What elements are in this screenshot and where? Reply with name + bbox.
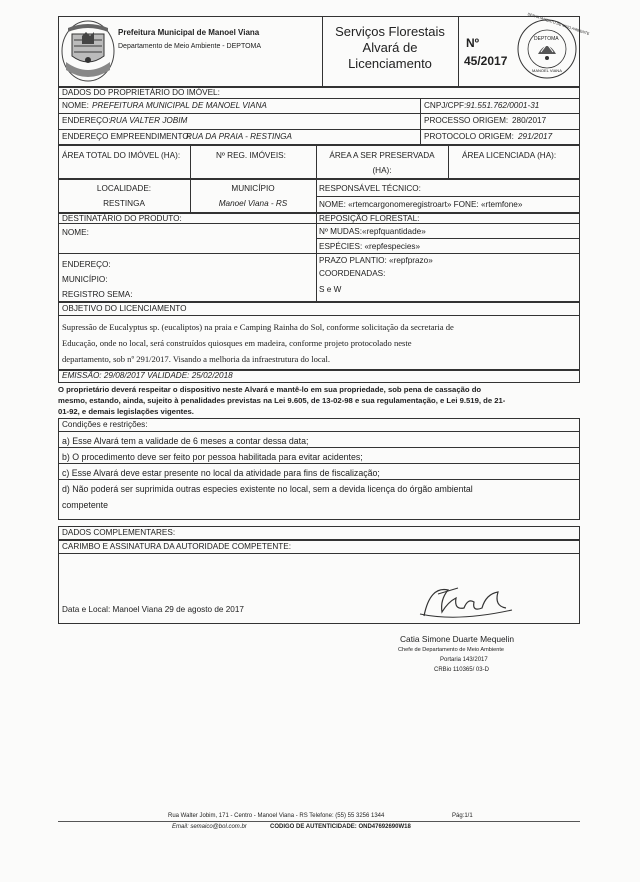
condition-c: c) Esse Alvará deve estar presente no local da atividade para fins de fiscalização; xyxy=(62,468,380,478)
complementary-title: DADOS COMPLEMENTARES: xyxy=(62,528,176,537)
owner-line-1 xyxy=(58,98,580,99)
owner-line-2 xyxy=(58,113,580,114)
handwritten-signature xyxy=(418,578,518,626)
signer-role: Chefe de Departamento de Meio Ambiente xyxy=(398,647,505,653)
areas-div-1 xyxy=(190,145,191,179)
owner-section-title: DADOS DO PROPRIETÁRIO DO IMÓVEL: xyxy=(62,88,220,97)
owner-address-label: ENDEREÇO: xyxy=(62,116,111,125)
signer-name: Catia Simone Duarte Mequelin xyxy=(400,634,515,644)
recipient-name-label: NOME: xyxy=(62,228,89,237)
recipient-divider xyxy=(316,213,317,302)
locality-value: RESTINGA xyxy=(103,199,145,208)
municipality-label: MUNICÍPIO xyxy=(231,184,275,193)
signer-portaria: Portaria 143/2017 xyxy=(440,657,488,663)
objective-line-3: departamento, sob nº 291/2017. Visando a melhoria da infraestrutura do local. xyxy=(62,354,331,364)
owner-address-value: RUA VALTER JOBIM xyxy=(110,116,188,125)
footer-address: Rua Walter Jobim, 171 - Centro - Manoel Viana - RS Telefone: (55) 55 3256 1344 xyxy=(168,813,385,819)
notice-line-1: O proprietário deverá respeitar o dispositivo neste Alvará e mantê-lo em sua propriedade, sob pena de cassação do xyxy=(58,385,482,394)
seal-text-bottom: MANOEL VIANA xyxy=(532,68,562,73)
emission-validity: EMISSÃO: 29/08/2017 VALIDADE: 25/02/2018 xyxy=(62,371,233,380)
org-name: Prefeitura Municipal de Manoel Viana xyxy=(118,28,260,37)
seal-text-center: DEPTOMA xyxy=(534,36,559,42)
date-and-place: Data e Local: Manoel Viana 29 de agosto de 2017 xyxy=(62,605,244,614)
cnpj-value: 91.551.762/0001-31 xyxy=(466,101,540,110)
locality-label: LOCALIDADE: xyxy=(96,184,152,193)
tech-line xyxy=(316,196,580,197)
recipient-municipality-label: MUNICÍPIO: xyxy=(62,275,108,284)
service-line-3: Licenciamento xyxy=(348,56,432,71)
seedlings-field: Nº MUDAS:«repfquantidade» xyxy=(319,227,426,236)
objective-title-line xyxy=(58,315,580,316)
condition-b: b) O procedimento deve ser feito por pessoa habilitada para evitar acidentes; xyxy=(62,452,363,462)
protocol-origin-value: 291/2017 xyxy=(518,132,553,141)
signature-title: CARIMBO E ASSINATURA DA AUTORIDADE COMPETENTE: xyxy=(62,542,291,551)
header-divider-2 xyxy=(458,16,459,87)
conditions-title: Condições e restrições: xyxy=(62,420,148,429)
reforest-line-2 xyxy=(316,238,580,239)
owner-line-3 xyxy=(58,129,580,130)
owner-name-label: NOME: xyxy=(62,101,89,110)
municipality-value: Manoel Viana - RS xyxy=(218,199,288,208)
notice-line-3: 01-92, e demais legislações vigentes. xyxy=(58,407,194,416)
preserved-area-line1: ÁREA A SER PRESERVADA xyxy=(329,151,435,160)
process-origin-label: PROCESSO ORIGEM: xyxy=(424,116,509,125)
condition-a: a) Esse Alvará tem a validade de 6 meses a contar dessa data; xyxy=(62,436,309,446)
coat-of-arms-icon xyxy=(60,18,116,84)
conditions-line-4 xyxy=(58,479,580,480)
conditions-line-2 xyxy=(58,447,580,448)
service-line-2: Alvará de xyxy=(362,40,418,55)
licensed-area-label: ÁREA LICENCIADA (HA): xyxy=(462,151,557,160)
owner-name-value: PREFEITURA MUNICIPAL DE MANOEL VIANA xyxy=(92,101,267,110)
deptoma-seal-icon xyxy=(516,12,590,80)
org-department: Departamento de Meio Ambiente - DEPTOMA xyxy=(118,43,262,50)
objective-line-1: Supressão de Eucalyptus sp. (eucaliptos) na praia e Camping Rainha do Sol, conforme solicitação da secretaria de xyxy=(62,322,454,332)
tech-responsible-name: NOME: «rtemcargonomeregistroart» FONE: «rtemfone» xyxy=(319,200,523,209)
permit-number-value: 45/2017 xyxy=(464,54,508,68)
footer-page: Pág:1/1 xyxy=(452,813,473,819)
tech-responsible-label: RESPONSÁVEL TÉCNICO: xyxy=(319,184,421,193)
areas-div-3 xyxy=(448,145,449,179)
cnpj-label: CNPJ/CPF: xyxy=(424,101,467,110)
species-field: ESPÉCIES: «repfespecies» xyxy=(319,242,421,251)
conditions-line-3 xyxy=(58,463,580,464)
signature-title-line xyxy=(58,553,580,554)
condition-d-line1: d) Não poderá ser suprimida outras especies existente no local, sem a devida licença do órgão ambiental xyxy=(62,484,473,494)
owner-divider xyxy=(420,98,421,145)
notice-line-2: mesmo, estando, ainda, sujeito à penalidades previstas na Lei 9.605, de 13-02-98 e sua regulamentação, e Lei 9.519, de 21- xyxy=(58,396,506,405)
objective-line-2: Educação, onde no local, será construídos quiosques em madeira, conforme projeto protocolado neste xyxy=(62,338,412,348)
footer-auth-code: CODIGO DE AUTENTICIDADE: OND47692690W18 xyxy=(270,824,411,830)
coordinates-sw: S e W xyxy=(319,285,342,294)
objective-title: OBJETIVO DO LICENCIAMENTO xyxy=(62,304,187,313)
seal-text-top: DEPARTAMENTO DE MEIO AMBIENTE xyxy=(527,12,590,36)
planting-deadline-field: PRAZO PLANTIO: «repfprazo» xyxy=(319,256,433,265)
venture-address-value: RUA DA PRAIA - RESTINGA xyxy=(186,132,292,141)
protocol-origin-label: PROTOCOLO ORIGEM: xyxy=(424,132,514,141)
condition-d-line2: competente xyxy=(62,500,108,510)
preserved-area-line2: (HA): xyxy=(372,166,392,175)
footer-email: Email: semaico@bol.com.br xyxy=(172,824,247,830)
permit-number-label: Nº xyxy=(466,36,480,50)
recipient-sema-label: REGISTRO SEMA: xyxy=(62,290,133,299)
reforestation-title: REPOSIÇÃO FLORESTAL: xyxy=(319,214,420,223)
conditions-line-1 xyxy=(58,431,580,432)
venture-address-label: ENDEREÇO EMPREENDIMENTO: xyxy=(62,132,192,141)
total-area-label: ÁREA TOTAL DO IMÓVEL (HA): xyxy=(62,151,181,160)
service-line-1: Serviços Florestais xyxy=(335,24,445,39)
recipient-line-3 xyxy=(58,253,580,254)
reg-number-label: Nº REG. IMÓVEIS: xyxy=(216,151,286,160)
signer-crbio: CRBio 110365/ 03-D xyxy=(434,667,489,673)
recipient-title: DESTINATÁRIO DO PRODUTO: xyxy=(62,214,182,223)
process-origin-value: 280/2017 xyxy=(512,116,547,125)
coordinates-label: COORDENADAS: xyxy=(319,269,386,278)
recipient-address-label: ENDEREÇO: xyxy=(62,260,111,269)
